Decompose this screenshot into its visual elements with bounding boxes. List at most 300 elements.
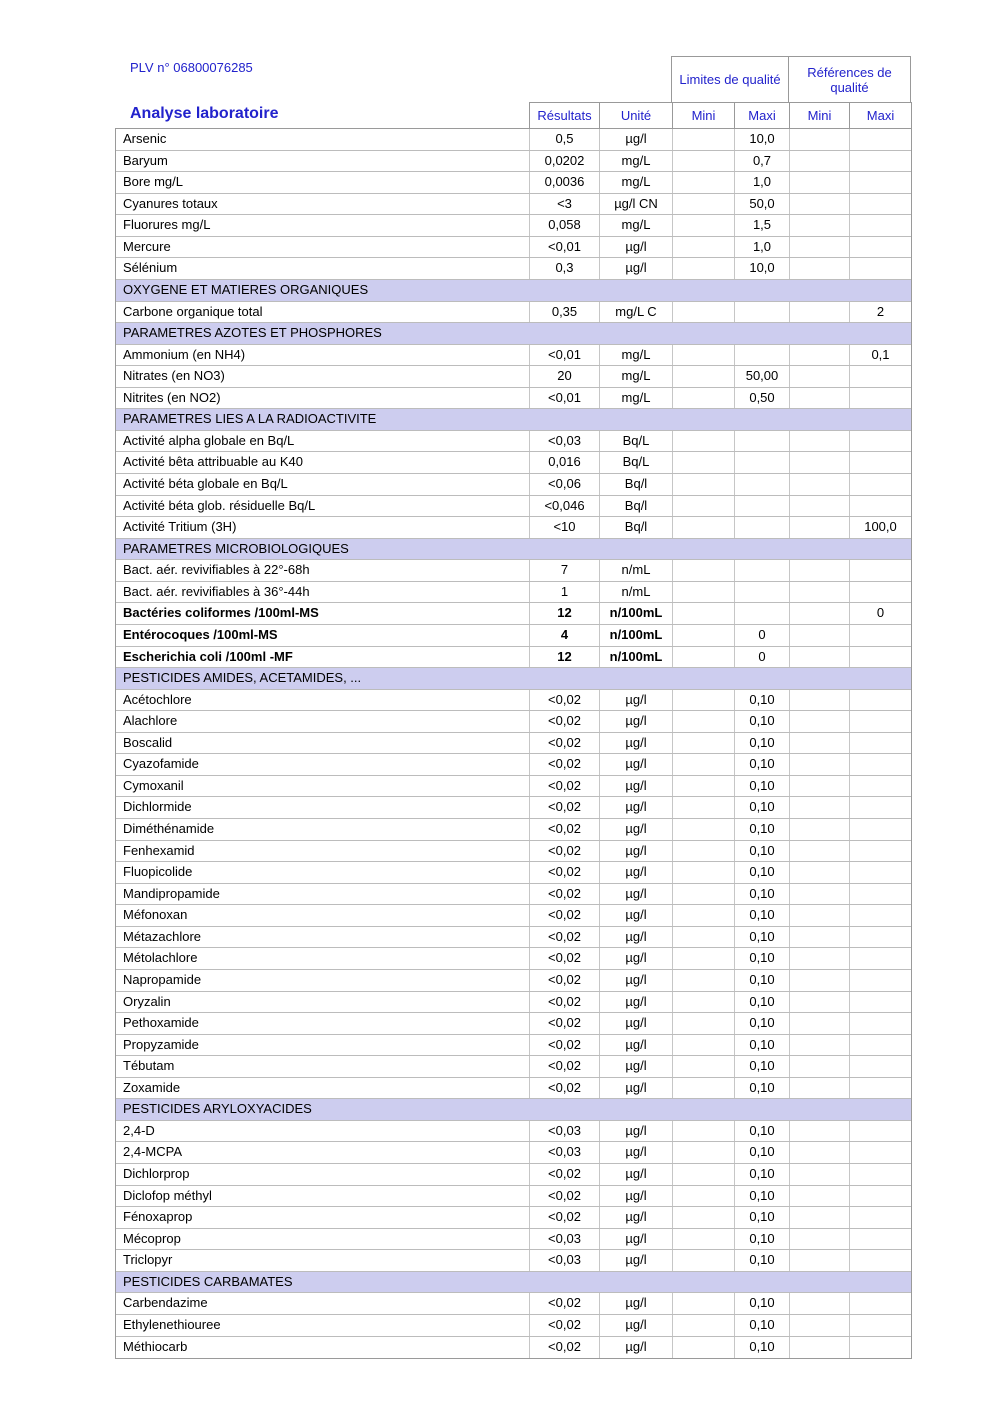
reference-maxi-cell [849, 1035, 911, 1056]
reference-mini-cell [789, 388, 849, 409]
table-row [116, 841, 911, 863]
limite-maxi-cell: 0,10 [734, 1078, 789, 1099]
reference-maxi-cell [849, 1078, 911, 1099]
result-cell: <0,03 [529, 1250, 599, 1271]
param-name-cell: Diméthénamide [123, 821, 215, 836]
analysis-table [115, 128, 912, 1359]
unit-cell: µg/l [599, 884, 672, 905]
reference-mini-cell [789, 1142, 849, 1163]
reference-maxi-cell [849, 452, 911, 473]
reference-maxi-cell: 100,0 [849, 517, 911, 538]
result-cell: 12 [529, 647, 599, 668]
table-row [116, 1035, 911, 1057]
limite-maxi-cell: 0 [734, 625, 789, 646]
table-row [116, 1013, 911, 1035]
limite-mini-cell [672, 1013, 734, 1034]
param-name-cell: Alachlore [123, 713, 178, 729]
table-row [116, 129, 911, 151]
param-name-cell: Entérocoques /100ml-MS [123, 626, 278, 642]
result-cell: <0,02 [529, 905, 599, 926]
unit-cell: µg/l [599, 776, 672, 797]
limite-maxi-cell: 0,10 [734, 1121, 789, 1142]
unit-cell: mg/L [599, 215, 672, 236]
result-cell: <0,02 [529, 1164, 599, 1185]
reference-maxi-cell [849, 1186, 911, 1207]
limite-mini-cell [672, 452, 734, 473]
reference-mini-cell [789, 1013, 849, 1034]
unit-cell: µg/l [599, 1056, 672, 1077]
limite-maxi-cell: 0,10 [734, 776, 789, 797]
table-row [116, 452, 911, 474]
unit-cell: Bq/L [599, 452, 672, 473]
table-row [116, 172, 911, 194]
param-name-cell: Arsenic [123, 131, 167, 146]
result-cell: <0,03 [529, 431, 599, 452]
result-cell: 4 [529, 625, 599, 646]
limite-mini-cell [672, 560, 734, 581]
param-name-cell: Mandipropamide [123, 885, 220, 901]
column-header-unite: Unité [599, 102, 672, 128]
result-cell: <0,01 [529, 237, 599, 258]
reference-maxi-cell: 2 [849, 302, 911, 323]
param-name-cell: Méfonoxan [123, 907, 188, 923]
reference-maxi-cell [849, 927, 911, 948]
result-cell: 0,3 [529, 258, 599, 279]
column-header-limites-maxi: Maxi [734, 102, 789, 128]
table-row [116, 690, 911, 712]
result-cell: 0,0202 [529, 151, 599, 172]
limite-maxi-cell: 0,10 [734, 1293, 789, 1314]
reference-mini-cell [789, 711, 849, 732]
table-row [116, 992, 911, 1014]
unit-cell: µg/l [599, 992, 672, 1013]
result-cell: 0,35 [529, 302, 599, 323]
limite-mini-cell [672, 733, 734, 754]
unit-cell: µg/l [599, 1142, 672, 1163]
param-name-cell: Activité béta globale en Bq/L [123, 476, 288, 491]
result-cell: 0,016 [529, 452, 599, 473]
param-name-cell: Nitrites (en NO2) [123, 389, 221, 405]
unit-cell: µg/l [599, 1121, 672, 1142]
param-name-cell: Carbendazime [123, 1295, 208, 1311]
unit-cell: µg/l [599, 1229, 672, 1250]
limite-maxi-cell: 0,10 [734, 733, 789, 754]
reference-mini-cell [789, 582, 849, 603]
reference-maxi-cell [849, 1229, 911, 1250]
result-cell: <0,02 [529, 1337, 599, 1359]
param-name-cell: 2,4-D [123, 1122, 155, 1138]
result-cell: <0,02 [529, 711, 599, 732]
result-cell: <0,02 [529, 884, 599, 905]
reference-mini-cell [789, 431, 849, 452]
limite-mini-cell [672, 517, 734, 538]
limite-maxi-cell: 0,10 [734, 1142, 789, 1163]
reference-mini-cell [789, 992, 849, 1013]
limite-mini-cell [672, 754, 734, 775]
param-name-cell: Dichlormide [123, 799, 192, 815]
param-name-cell: Napropamide [123, 971, 202, 987]
param-name-cell: Activité béta glob. résiduelle Bq/L [123, 497, 316, 513]
table-row [116, 1250, 911, 1272]
limite-maxi-cell: 0,10 [734, 948, 789, 969]
limite-mini-cell [672, 603, 734, 624]
unit-cell: n/100mL [599, 647, 672, 668]
limite-maxi-cell: 0,10 [734, 927, 789, 948]
unit-cell: µg/l [599, 1207, 672, 1228]
reference-maxi-cell [849, 905, 911, 926]
limite-maxi-cell: 0,10 [734, 711, 789, 732]
reference-mini-cell [789, 1121, 849, 1142]
limite-mini-cell [672, 582, 734, 603]
limite-maxi-cell: 0,10 [734, 992, 789, 1013]
limite-mini-cell [672, 302, 734, 323]
table-row [116, 474, 911, 496]
unit-cell: Bq/l [599, 496, 672, 517]
reference-mini-cell [789, 517, 849, 538]
limite-mini-cell [672, 948, 734, 969]
table-row [116, 819, 911, 841]
table-row [116, 1142, 911, 1164]
result-cell: <0,02 [529, 1186, 599, 1207]
table-row [116, 1229, 911, 1251]
reference-mini-cell [789, 1035, 849, 1056]
table-row [116, 1315, 911, 1337]
reference-mini-cell [789, 129, 849, 150]
limite-mini-cell [672, 431, 734, 452]
table-row [116, 884, 911, 906]
limite-mini-cell [672, 215, 734, 236]
table-row [116, 560, 911, 582]
table-row [116, 862, 911, 884]
reference-maxi-cell [849, 151, 911, 172]
limite-maxi-cell: 1,5 [734, 215, 789, 236]
reference-mini-cell [789, 1229, 849, 1250]
result-cell: <0,02 [529, 1207, 599, 1228]
reference-maxi-cell [849, 1142, 911, 1163]
result-cell: 1 [529, 582, 599, 603]
result-cell: 20 [529, 366, 599, 387]
limite-maxi-cell: 1,0 [734, 237, 789, 258]
result-cell: <3 [529, 194, 599, 215]
table-row [116, 388, 911, 410]
reference-maxi-cell [849, 862, 911, 883]
reference-mini-cell [789, 474, 849, 495]
limite-maxi-cell: 0,10 [734, 970, 789, 991]
reference-maxi-cell [849, 647, 911, 668]
reference-maxi-cell [849, 1121, 911, 1142]
limite-maxi-cell: 0,10 [734, 1035, 789, 1056]
unit-cell: µg/l [599, 927, 672, 948]
table-row [116, 302, 911, 324]
table-row [116, 776, 911, 798]
reference-mini-cell [789, 905, 849, 926]
param-name-cell: Fénoxaprop [123, 1209, 193, 1225]
reference-mini-cell [789, 237, 849, 258]
reference-mini-cell [789, 1207, 849, 1228]
unit-cell: mg/L [599, 151, 672, 172]
param-name-cell: Propyzamide [123, 1036, 199, 1052]
param-name-cell: Boscalid [123, 734, 173, 750]
limite-mini-cell [672, 474, 734, 495]
reference-maxi-cell [849, 496, 911, 517]
param-name-cell: Baryum [123, 152, 168, 168]
limite-mini-cell [672, 690, 734, 711]
limite-mini-cell [672, 1337, 734, 1359]
reference-mini-cell [789, 1250, 849, 1271]
column-header-resultats: Résultats [529, 102, 599, 128]
limite-mini-cell [672, 237, 734, 258]
table-row [116, 625, 911, 647]
limite-maxi-cell [734, 345, 789, 366]
limite-mini-cell [672, 905, 734, 926]
table-row [116, 1121, 911, 1143]
unit-cell: µg/l [599, 1315, 672, 1336]
param-name-cell: Activité bêta attribuable au K40 [123, 454, 303, 470]
limite-maxi-cell [734, 560, 789, 581]
reference-maxi-cell [849, 431, 911, 452]
reference-maxi-cell [849, 970, 911, 991]
param-name-cell: Bact. aér. revivifiables à 22°-68h [123, 562, 310, 578]
reference-maxi-cell [849, 474, 911, 495]
section-label: PARAMETRES LIES A LA RADIOACTIVITE [123, 411, 377, 427]
column-header-references-mini: Mini [789, 102, 849, 128]
limite-maxi-cell [734, 517, 789, 538]
param-name-cell: Mercure [123, 238, 171, 254]
reference-mini-cell [789, 927, 849, 948]
param-name-cell: Bactéries coliformes /100ml-MS [123, 605, 319, 621]
plv-number: PLV n° 06800076285 [130, 60, 253, 75]
param-name-cell: Métolachlore [123, 950, 198, 966]
unit-cell: µg/l [599, 690, 672, 711]
limite-mini-cell [672, 776, 734, 797]
limite-maxi-cell: 0,10 [734, 1186, 789, 1207]
unit-cell: mg/L C [599, 302, 672, 323]
param-name-cell: Bore mg/L [123, 174, 183, 190]
result-cell: <0,046 [529, 496, 599, 517]
limite-maxi-cell: 50,0 [734, 194, 789, 215]
limite-mini-cell [672, 841, 734, 862]
section-row [116, 1272, 911, 1294]
reference-maxi-cell [849, 776, 911, 797]
table-row [116, 582, 911, 604]
reference-mini-cell [789, 862, 849, 883]
result-cell: <0,03 [529, 1229, 599, 1250]
unit-cell: µg/l [599, 819, 672, 840]
reference-maxi-cell [849, 1315, 911, 1336]
result-cell: <0,02 [529, 733, 599, 754]
unit-cell: µg/l CN [599, 194, 672, 215]
column-header-limites-mini: Mini [672, 102, 734, 128]
limite-mini-cell [672, 1056, 734, 1077]
limite-mini-cell [672, 819, 734, 840]
param-name-cell: Ammonium (en NH4) [123, 346, 246, 362]
param-name-cell: Fluopicolide [123, 864, 193, 880]
reference-maxi-cell [849, 237, 911, 258]
limite-maxi-cell: 0,10 [734, 1164, 789, 1185]
reference-maxi-cell [849, 733, 911, 754]
limite-maxi-cell [734, 452, 789, 473]
param-name-cell: Tébutam [123, 1058, 175, 1074]
limite-maxi-cell: 0,10 [734, 754, 789, 775]
table-row [116, 258, 911, 280]
unit-cell: µg/l [599, 129, 672, 150]
result-cell: <0,02 [529, 754, 599, 775]
param-name-cell: Méthiocarb [123, 1338, 188, 1354]
reference-maxi-cell [849, 129, 911, 150]
unit-cell: µg/l [599, 1337, 672, 1359]
table-row [116, 1186, 911, 1208]
result-cell: <0,02 [529, 992, 599, 1013]
limite-maxi-cell: 0,10 [734, 1229, 789, 1250]
limite-mini-cell [672, 970, 734, 991]
param-name-cell: Cyanures totaux [123, 195, 218, 211]
table-row [116, 797, 911, 819]
unit-cell: Bq/l [599, 517, 672, 538]
limite-maxi-cell [734, 582, 789, 603]
reference-mini-cell [789, 1186, 849, 1207]
reference-maxi-cell [849, 1164, 911, 1185]
reference-mini-cell [789, 560, 849, 581]
table-row [116, 215, 911, 237]
reference-maxi-cell [849, 754, 911, 775]
reference-maxi-cell [849, 1056, 911, 1077]
limite-maxi-cell: 10,0 [734, 129, 789, 150]
table-row [116, 151, 911, 173]
table-row [116, 948, 911, 970]
limites-de-qualite-header: Limites de qualité [671, 56, 788, 102]
limite-mini-cell [672, 496, 734, 517]
param-name-cell: Zoxamide [123, 1079, 181, 1095]
unit-cell: µg/l [599, 754, 672, 775]
limite-maxi-cell: 10,0 [734, 258, 789, 279]
unit-cell: µg/l [599, 733, 672, 754]
result-cell: 0,058 [529, 215, 599, 236]
limite-maxi-cell: 0,10 [734, 1207, 789, 1228]
reference-maxi-cell [849, 690, 911, 711]
limite-mini-cell [672, 1164, 734, 1185]
reference-mini-cell [789, 1164, 849, 1185]
limite-maxi-cell: 0,10 [734, 862, 789, 883]
reference-mini-cell [789, 819, 849, 840]
limite-mini-cell [672, 366, 734, 387]
unit-cell: µg/l [599, 1078, 672, 1099]
section-row [116, 1099, 911, 1121]
reference-mini-cell [789, 625, 849, 646]
result-cell: <0,01 [529, 388, 599, 409]
limite-mini-cell [672, 194, 734, 215]
limite-mini-cell [672, 711, 734, 732]
result-cell: <0,02 [529, 948, 599, 969]
section-label: PARAMETRES AZOTES ET PHOSPHORES [123, 325, 382, 341]
limite-mini-cell [672, 1250, 734, 1271]
reference-maxi-cell [849, 366, 911, 387]
reference-maxi-cell [849, 819, 911, 840]
table-row [116, 517, 911, 539]
limite-mini-cell [672, 388, 734, 409]
reference-mini-cell [789, 948, 849, 969]
result-cell: <10 [529, 517, 599, 538]
limite-mini-cell [672, 1186, 734, 1207]
limite-mini-cell [672, 151, 734, 172]
limite-maxi-cell: 0,50 [734, 388, 789, 409]
limite-maxi-cell: 1,0 [734, 172, 789, 193]
limite-mini-cell [672, 1078, 734, 1099]
table-row [116, 1056, 911, 1078]
result-cell: <0,02 [529, 797, 599, 818]
param-name-cell: Acétochlore [123, 691, 192, 707]
reference-maxi-cell [849, 582, 911, 603]
reference-mini-cell [789, 690, 849, 711]
reference-mini-cell [789, 496, 849, 517]
table-row [116, 1207, 911, 1229]
unit-cell: µg/l [599, 862, 672, 883]
reference-maxi-cell [849, 1207, 911, 1228]
result-cell: 12 [529, 603, 599, 624]
limite-maxi-cell: 0,10 [734, 1315, 789, 1336]
limite-maxi-cell [734, 302, 789, 323]
table-row [116, 345, 911, 367]
limite-mini-cell [672, 862, 734, 883]
unit-cell: µg/l [599, 1013, 672, 1034]
result-cell: <0,03 [529, 1121, 599, 1142]
param-name-cell: Mécoprop [123, 1230, 181, 1246]
limite-maxi-cell: 0 [734, 647, 789, 668]
reference-maxi-cell: 0 [849, 603, 911, 624]
unit-cell: µg/l [599, 970, 672, 991]
limite-maxi-cell: 0,10 [734, 1250, 789, 1271]
table-row [116, 603, 911, 625]
limite-maxi-cell: 0,10 [734, 819, 789, 840]
reference-maxi-cell [849, 215, 911, 236]
unit-cell: mg/L [599, 366, 672, 387]
reference-mini-cell [789, 754, 849, 775]
reference-maxi-cell [849, 625, 911, 646]
limite-mini-cell [672, 345, 734, 366]
reference-maxi-cell [849, 388, 911, 409]
reference-maxi-cell [849, 1337, 911, 1359]
table-row [116, 237, 911, 259]
param-name-cell: Cyazofamide [123, 756, 199, 772]
result-cell: <0,02 [529, 862, 599, 883]
reference-mini-cell [789, 776, 849, 797]
unit-cell: n/mL [599, 582, 672, 603]
limite-mini-cell [672, 1207, 734, 1228]
limite-maxi-cell [734, 474, 789, 495]
param-name-cell: Escherichia coli /100ml -MF [123, 648, 293, 664]
section-label: PESTICIDES ARYLOXYACIDES [123, 1101, 312, 1117]
param-name-cell: Bact. aér. revivifiables à 36°-44h [123, 583, 310, 599]
reference-maxi-cell [849, 797, 911, 818]
table-row [116, 711, 911, 733]
unit-cell: n/mL [599, 560, 672, 581]
result-cell: <0,02 [529, 841, 599, 862]
reference-mini-cell [789, 151, 849, 172]
table-row [116, 905, 911, 927]
unit-cell: mg/L [599, 388, 672, 409]
reference-mini-cell [789, 172, 849, 193]
result-cell: <0,06 [529, 474, 599, 495]
table-row [116, 1337, 911, 1359]
unit-cell: µg/l [599, 841, 672, 862]
reference-maxi-cell [849, 1293, 911, 1314]
limite-mini-cell [672, 625, 734, 646]
limite-mini-cell [672, 884, 734, 905]
limite-maxi-cell: 0,10 [734, 1013, 789, 1034]
reference-maxi-cell [849, 1013, 911, 1034]
param-name-cell: Triclopyr [123, 1252, 173, 1268]
reference-mini-cell [789, 366, 849, 387]
reference-mini-cell [789, 970, 849, 991]
